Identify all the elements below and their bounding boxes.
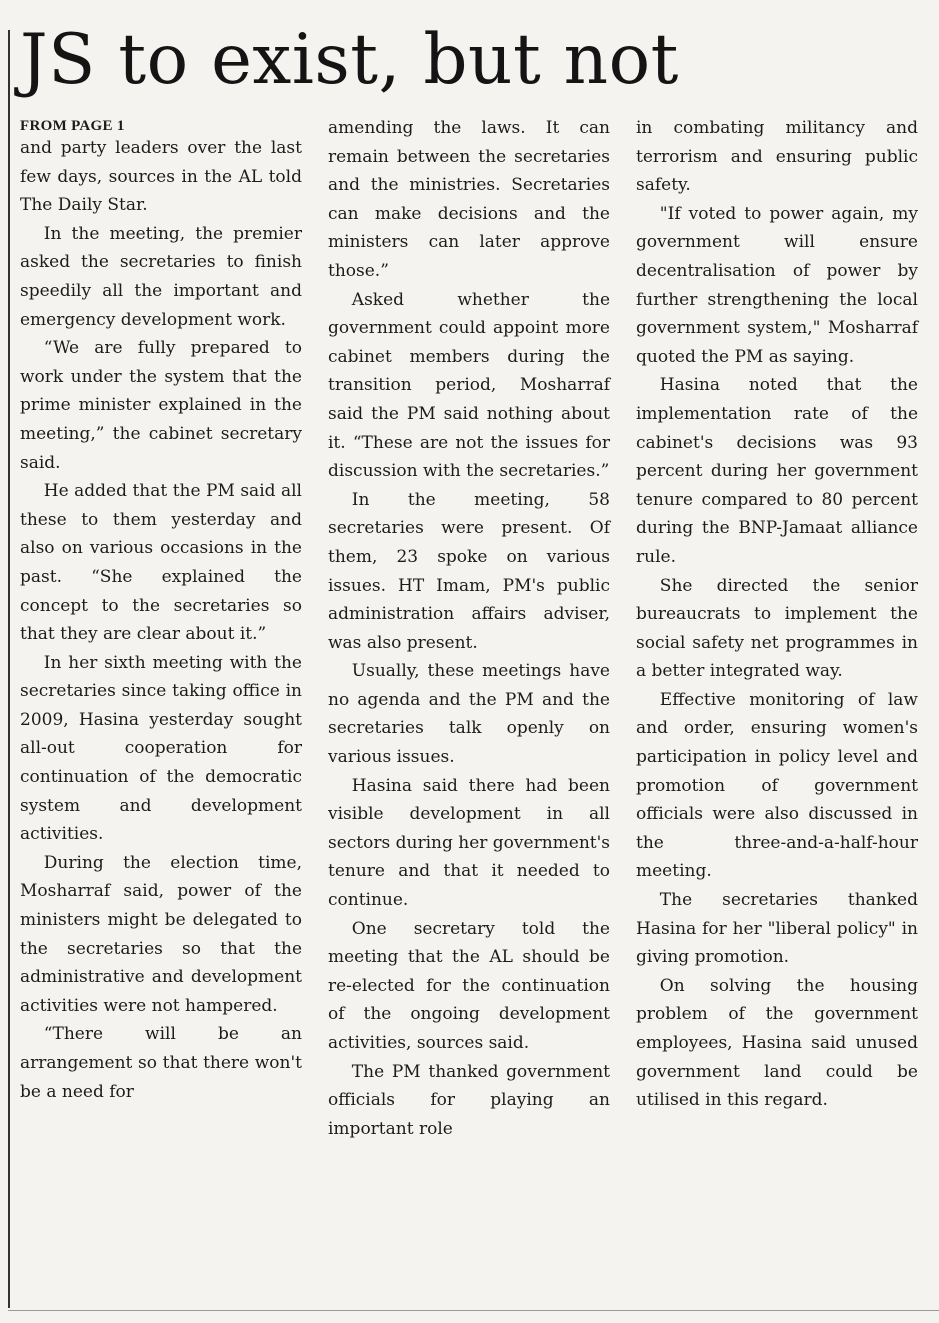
paragraph: amending the laws. It can remain between the secretaries and the ministries. Secretaries can make decisions and the ministers can later approve those.” <box>328 118 610 281</box>
paragraph: in combating militancy and terrorism and ensuring public safety. <box>636 118 918 196</box>
paragraph: Usually, these meetings have no agenda and the PM and the secretaries talk openly on various issues. <box>328 661 610 768</box>
paragraph: She directed the senior bureaucrats to implement the social safety net programmes in a better integrated way. <box>636 575 918 682</box>
paragraph: and party leaders over the last few days, sources in the AL told The Daily Star. <box>20 138 302 216</box>
paragraph: "If voted to power again, my government will ensure decentralisation of power by further strengthening the local government system," Mosharraf quoted the PM as saying. <box>636 203 918 367</box>
paragraph: The PM thanked government officials for playing an important role <box>328 1061 610 1139</box>
paragraph: “There will be an arrangement so that there won't be a need for <box>20 1024 302 1102</box>
jump-line-kicker: FROM PAGE 1 <box>20 118 125 134</box>
paragraph: Asked whether the government could appoint more cabinet members during the transition period, Mosharraf said the PM said nothing about it. “These are not the issues for discussion with the secretaries.” <box>328 289 610 482</box>
paragraph: Effective monitoring of law and order, ensuring women's participation in policy level and promotion of government officials were also discussed in the three-and-a-half-hour meeting. <box>636 689 918 882</box>
paragraph: “We are fully prepared to work under the system that the prime minister explained in the meeting,” the cabinet secretary said. <box>20 338 302 473</box>
paragraph: On solving the housing problem of the government employees, Hasina said unused government land could be utilised in this regard. <box>636 975 918 1111</box>
paragraph: He added that the PM said all these to them yesterday and also on various occasions in the past. “She explained the concept to the secretaries so that they are clear about it.” <box>20 481 302 645</box>
paragraph: In her sixth meeting with the secretaries since taking office in 2009, Hasina yesterday sought all-out cooperation for continuation of the democratic system and development activities. <box>20 652 302 845</box>
paragraph: During the election time, Mosharraf said, power of the ministers might be delegated to the secretaries so that the administrative and development activities were not hampered. <box>20 852 302 1016</box>
paragraph: In the meeting, 58 secretaries were present. Of them, 23 spoke on various issues. HT Imam, PM's public administration affairs adviser, was also present. <box>328 489 610 653</box>
left-column-rule <box>8 30 10 1308</box>
article-column-2 <box>328 114 610 1143</box>
article-column-1 <box>20 114 302 1106</box>
paragraph: Hasina said there had been visible development in all sectors during her government's tenure and that it needed to continue. <box>328 775 611 911</box>
bottom-rule <box>8 1310 939 1311</box>
headline: JS to exist, but not <box>20 20 679 100</box>
paragraph: Hasina noted that the implementation rate of the cabinet's decisions was 93 percent during her government tenure compared to 80 percent during the BNP-Jamaat alliance rule. <box>636 375 918 567</box>
paragraph: In the meeting, the premier asked the secretaries to finish speedily all the important and emergency development work. <box>20 223 302 330</box>
article-column-3 <box>636 114 918 1115</box>
paragraph: One secretary told the meeting that the AL should be re-elected for the continuation of the ongoing development activities, sources said. <box>328 918 610 1053</box>
paragraph: The secretaries thanked Hasina for her "liberal policy" in giving promotion. <box>636 890 918 968</box>
